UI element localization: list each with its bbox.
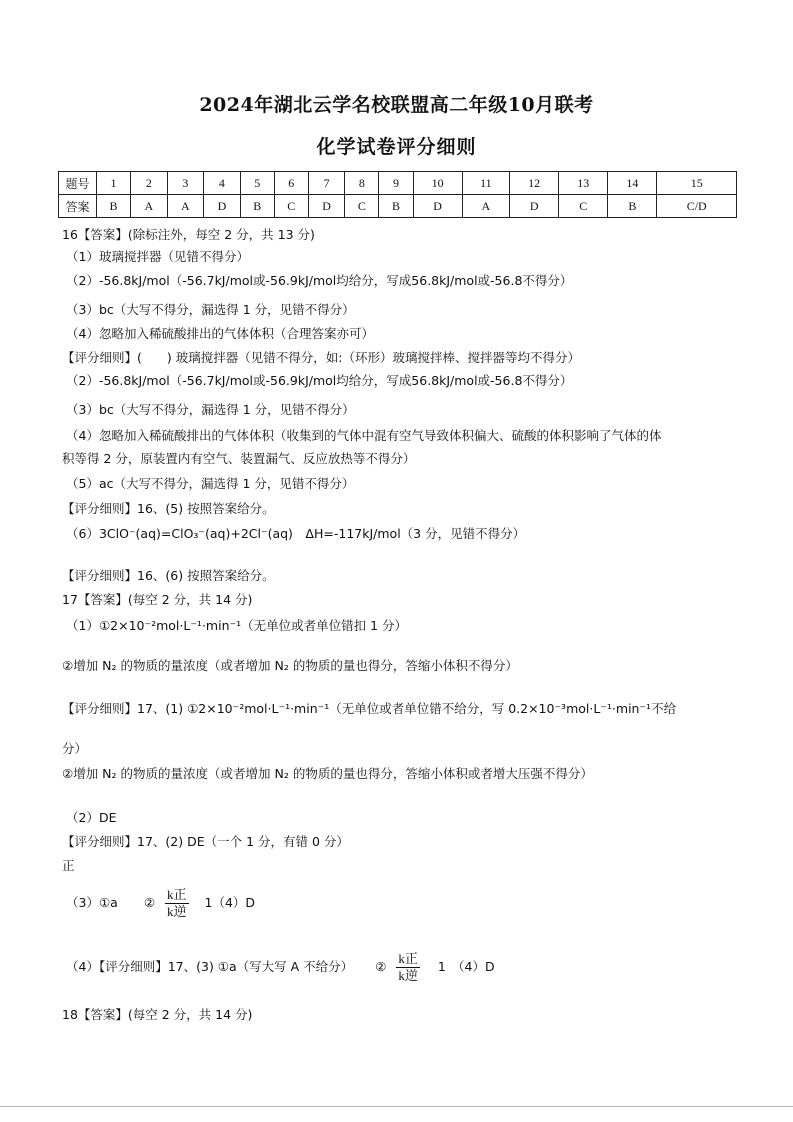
grading-note: 【评分细则】17、(1) ①2×10⁻²mol·L⁻¹·min⁻¹（无单位或者单位错不给分，写 0.2×10⁻³mol·L⁻¹·min⁻¹不给: [62, 701, 677, 716]
table-cell: 5: [240, 172, 274, 195]
q16-heading: 16【答案】(除标注外，每空 2 分，共 13 分): [62, 227, 315, 242]
table-cell: C: [274, 195, 308, 218]
text-segment: 1 （4）D: [437, 959, 495, 974]
text-segment: （3）①a: [66, 895, 118, 910]
table-cell: B: [97, 195, 131, 218]
text-line: （1）玻璃搅拌器（见错不得分）: [66, 249, 249, 264]
text-line: （4）忽略加入稀硫酸排出的气体体积（收集到的气体中混有空气导致体积偏大、硫酸的体积影响了气体的体: [66, 428, 662, 443]
table-cell: D: [204, 195, 241, 218]
table-cell: C: [559, 195, 608, 218]
table-cell: 3: [167, 172, 204, 195]
table-cell: 9: [379, 172, 413, 195]
table-cell: B: [240, 195, 274, 218]
table-cell: C: [345, 195, 379, 218]
q17-heading: 17【答案】(每空 2 分，共 14 分): [62, 592, 253, 607]
table-cell: 1: [97, 172, 131, 195]
table-cell: 10: [413, 172, 462, 195]
page-title: 2024年湖北云学名校联盟高二年级10月联考: [199, 94, 594, 116]
text-line: （4）忽略加入稀硫酸排出的气体体积（合理答案亦可）: [66, 326, 374, 341]
table-cell: 8: [345, 172, 379, 195]
text-segment: （4）【评分细则】17、(3) ①a（写大写 A 不给分）: [66, 959, 354, 974]
answer-table: [58, 171, 737, 218]
text-line: 分）: [62, 741, 88, 756]
grading-note: 【评分细则】16、(6) 按照答案给分。: [62, 568, 275, 583]
table-cell: C/D: [657, 195, 737, 218]
table-cell: 2: [131, 172, 168, 195]
table-cell: A: [167, 195, 204, 218]
text-line: 积等得 2 分，原装置内有空气、装置漏气、反应放热等不得分）: [62, 451, 416, 466]
rate-constant-fraction: [396, 951, 420, 984]
table-cell: 7: [308, 172, 345, 195]
text-line: （1）①2×10⁻²mol·L⁻¹·min⁻¹（无单位或者单位错扣 1 分）: [66, 618, 407, 633]
fraction-numerator: k正: [167, 887, 187, 902]
table-cell: A: [462, 195, 509, 218]
page-bottom-rule: [0, 1106, 793, 1107]
text-line: 正: [62, 858, 75, 873]
table-cell: 13: [559, 172, 608, 195]
answer-row: [59, 195, 737, 218]
table-cell: 14: [608, 172, 657, 195]
fraction-numerator: k正: [398, 951, 418, 966]
grading-note: 【评分细则】17、(2) DE（一个 1 分，有错 0 分）: [62, 834, 349, 849]
page-subtitle: 化学试卷评分细则: [316, 136, 477, 158]
text-segment: ②: [143, 895, 156, 910]
row-label-number: 题号: [59, 172, 97, 195]
text-line: （5）ac（大写不得分，漏选得 1 分，见错不得分）: [66, 476, 355, 491]
text-line: （2）-56.8kJ/mol（-56.7kJ/mol或-56.9kJ/mol均给分，写成56.8kJ/mol或-56.8不得分）: [66, 373, 573, 388]
table-cell: 4: [204, 172, 241, 195]
table-cell: D: [413, 195, 462, 218]
text-segment: ②: [375, 959, 387, 974]
text-line: （2）-56.8kJ/mol（-56.7kJ/mol或-56.9kJ/mol均给分，写成56.8kJ/mol或-56.8不得分）: [66, 273, 573, 288]
table-cell: D: [308, 195, 345, 218]
table-cell: 12: [510, 172, 559, 195]
table-cell: D: [510, 195, 559, 218]
grading-note: 【评分细则】16、(5) 按照答案给分。: [62, 501, 275, 516]
rate-constant-fraction: [165, 887, 189, 920]
fraction-denominator: k逆: [167, 904, 187, 919]
text-line: （2）DE: [66, 810, 117, 825]
row-label-answer: 答案: [59, 195, 97, 218]
text-line: ②增加 N₂ 的物质的量浓度（或者增加 N₂ 的物质的量也得分，答缩小体积不得分）: [62, 658, 518, 673]
table-cell: 15: [657, 172, 737, 195]
question-number-row: [59, 172, 737, 195]
ratio-line: [66, 887, 255, 920]
table-cell: A: [131, 195, 168, 218]
text-line: （3）bc（大写不得分，漏选得 1 分，见错不得分）: [66, 302, 355, 317]
equation-line: （6）3ClO⁻(aq)=ClO₃⁻(aq)+2Cl⁻(aq) ΔH=-117kJ/mol（3 分，见错不得分）: [66, 526, 526, 541]
table-cell: 6: [274, 172, 308, 195]
fraction-denominator: k逆: [398, 968, 418, 983]
grading-note: 【评分细则】( ) 玻璃搅拌器（见错不得分，如:（环形）玻璃搅拌棒、搅拌器等均不得分）: [62, 350, 580, 365]
text-line: （3）bc（大写不得分，漏选得 1 分，见错不得分）: [66, 402, 355, 417]
ratio-line: [66, 951, 495, 984]
table-cell: 11: [462, 172, 509, 195]
table-cell: B: [379, 195, 413, 218]
q18-heading: 18【答案】(每空 2 分，共 14 分): [62, 1007, 253, 1022]
text-line: ②增加 N₂ 的物质的量浓度（或者增加 N₂ 的物质的量也得分，答缩小体积或者增大压强不得分）: [62, 766, 593, 781]
text-segment: 1（4）D: [204, 895, 256, 910]
table-cell: B: [608, 195, 657, 218]
